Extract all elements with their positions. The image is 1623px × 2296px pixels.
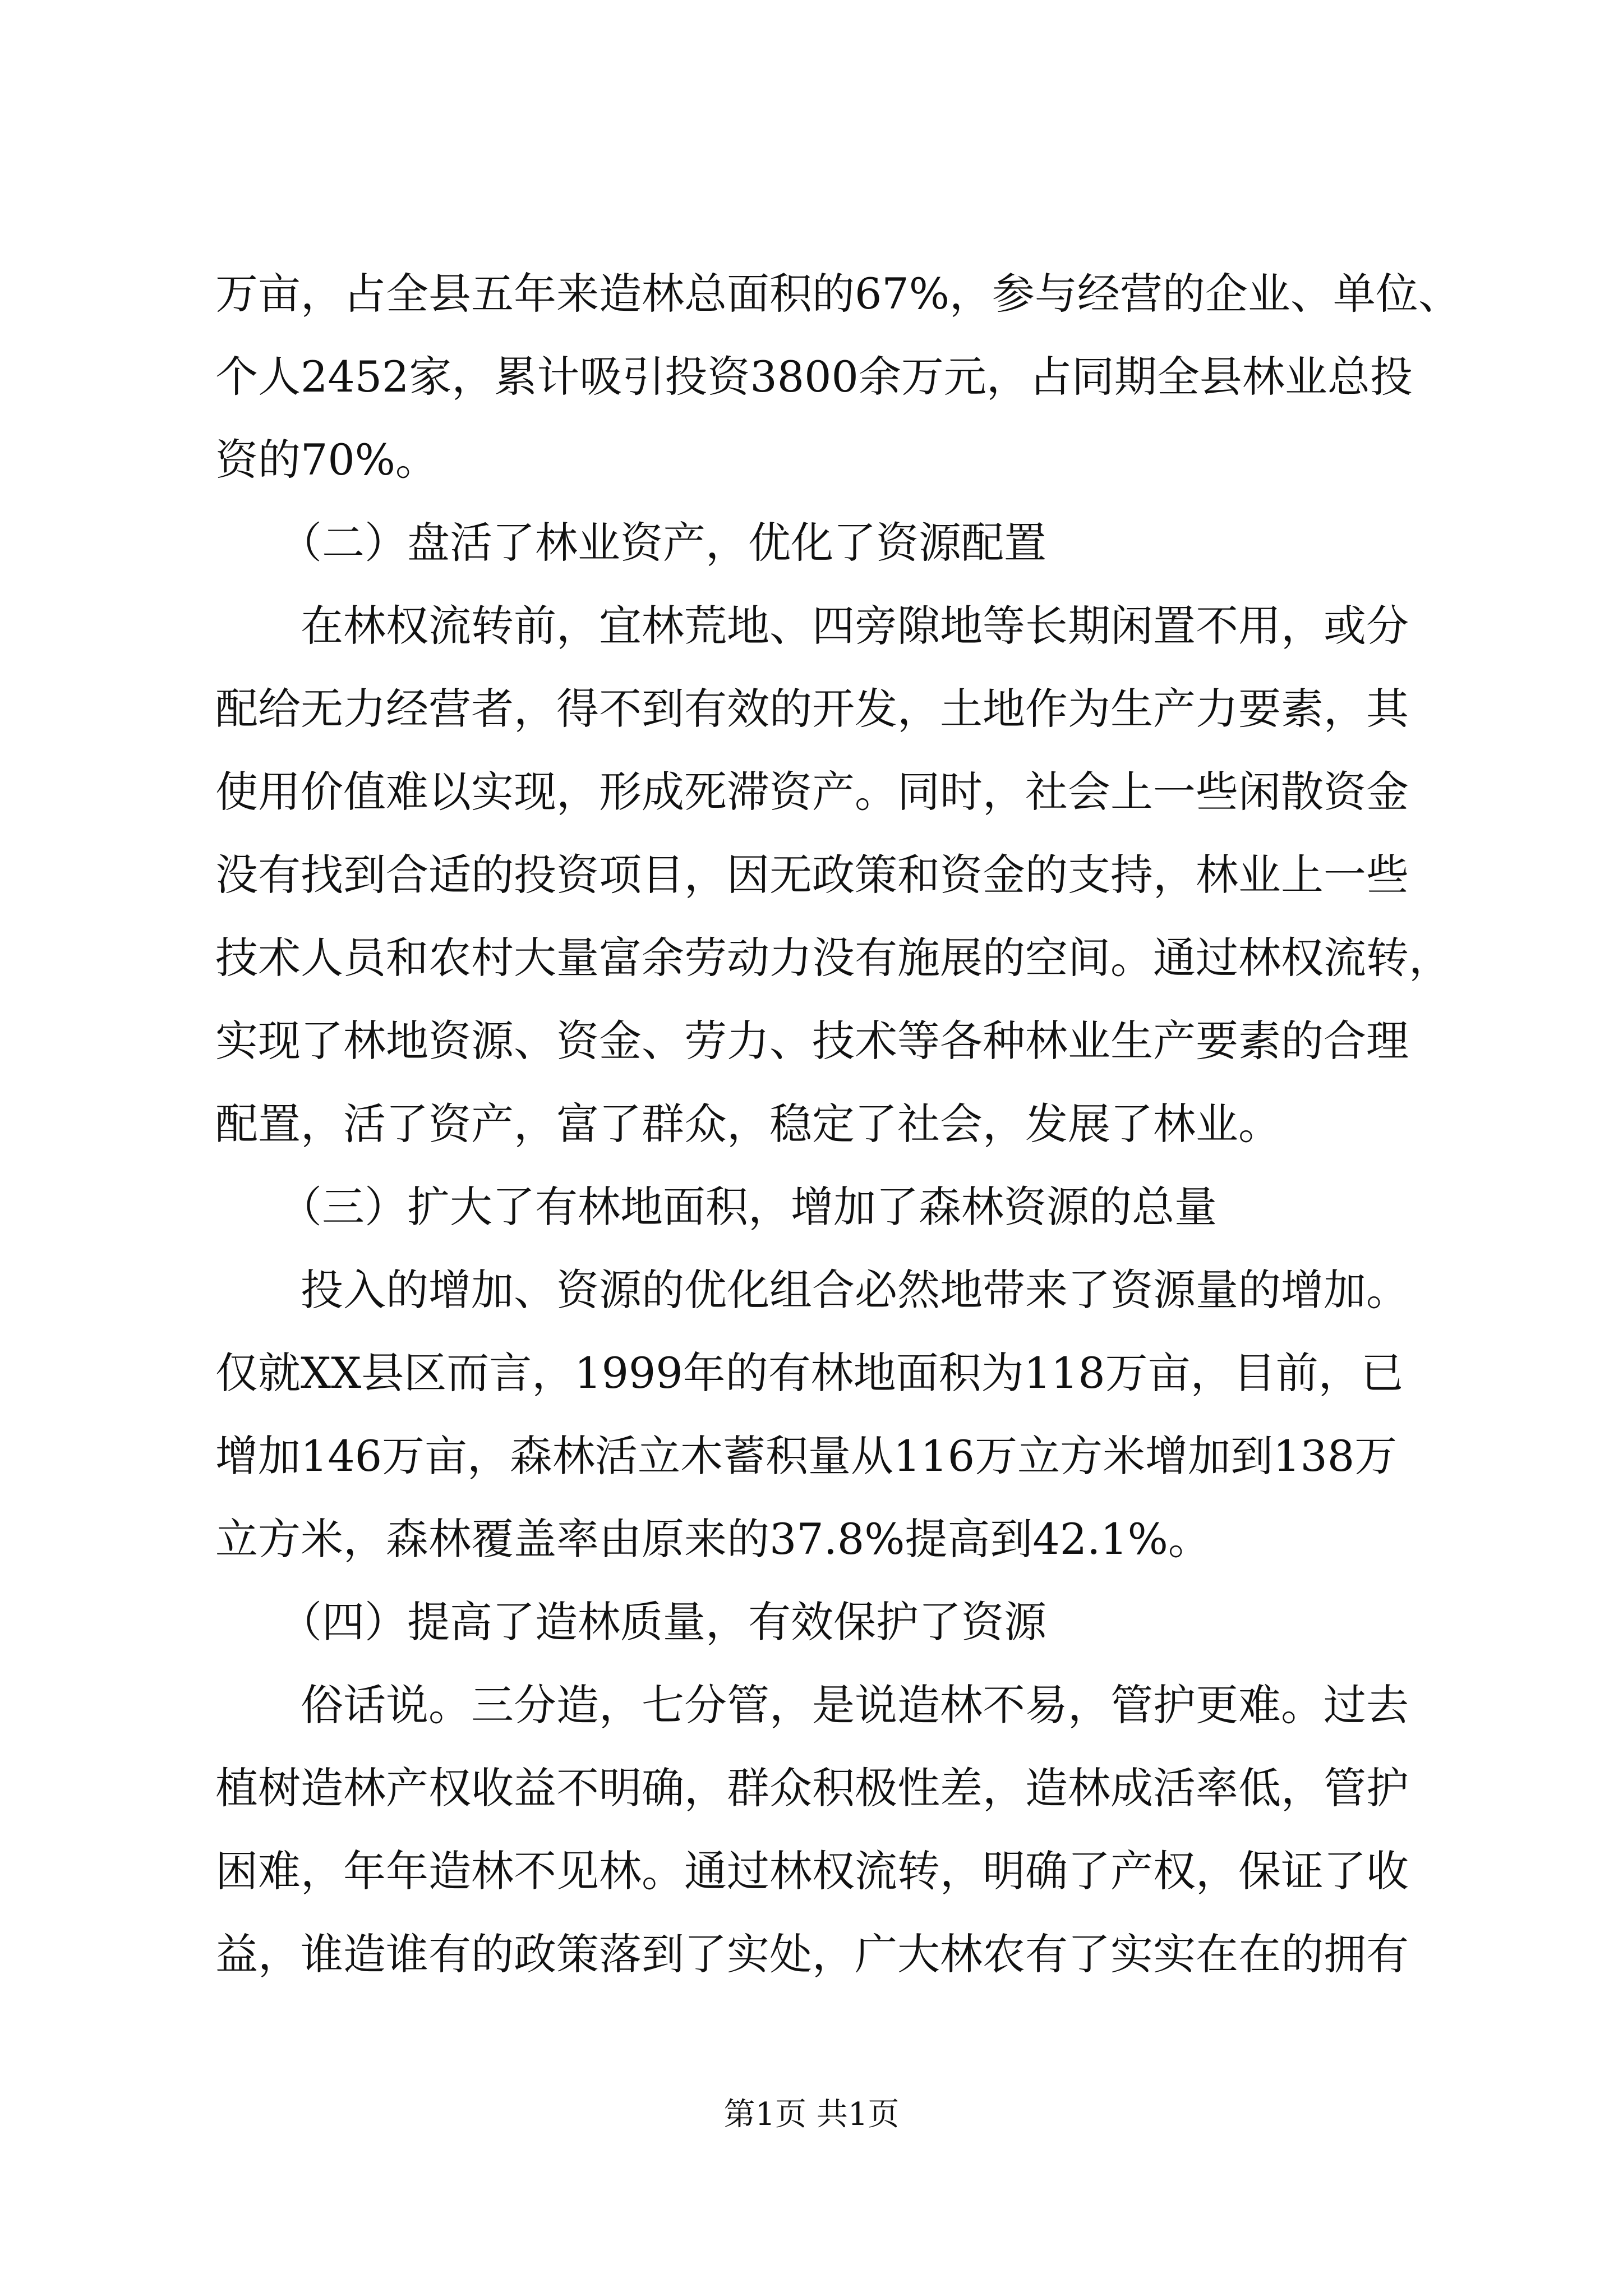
section-heading: （四）提高了造林质量，有效保护了资源 [215,1597,1046,1647]
text-line: 益，谁造谁有的政策落到了实处，广大林农有了实实在在的拥有 [215,1929,1409,1979]
text-line: 植树造林产权收益不明确，群众积极性差，造林成活率低，管护 [215,1763,1409,1813]
text-line: 万亩，占全县五年来造林总面积的67%，参与经营的企业、单位、 [215,269,1461,319]
body-text [215,252,1461,1996]
section-heading: （二）盘活了林业资产，优化了资源配置 [215,518,1046,568]
text-line: 困难，年年造林不见林。通过林权流转，明确了产权，保证了收 [215,1846,1409,1896]
text-line: 配给无力经营者，得不到有效的开发，土地作为生产力要素，其 [215,684,1409,734]
text-line: 俗话说。三分造，七分管，是说造林不易，管护更难。过去 [215,1680,1409,1730]
text-line: 立方米，森林覆盖率由原来的37.8%提高到42.1%。 [215,1514,1211,1564]
text-line: 在林权流转前，宜林荒地、四旁隙地等长期闲置不用，或分 [215,601,1409,651]
section-heading: （三）扩大了有林地面积，增加了森林资源的总量 [215,1182,1217,1232]
page-footer: 第1页 共1页 [723,2096,900,2133]
text-line: 个人2452家，累计吸引投资3800余万元，占同期全县林业总投 [215,352,1413,402]
text-line: 仅就XX县区而言，1999年的有林地面积为118万亩，目前，已 [215,1348,1404,1398]
text-line: 增加146万亩，森林活立木蓄积量从116万立方米增加到138万 [215,1431,1398,1481]
text-line: 技术人员和农村大量富余劳动力没有施展的空间。通过林权流转， [215,933,1451,983]
text-line: 使用价值难以实现，形成死滞资产。同时，社会上一些闲散资金 [215,767,1409,817]
text-line: 配置，活了资产，富了群众，稳定了社会，发展了林业。 [215,1099,1281,1149]
text-line: 投入的增加、资源的优化组合必然地带来了资源量的增加。 [215,1265,1409,1315]
text-line: 实现了林地资源、资金、劳力、技术等各种林业生产要素的合理 [215,1016,1409,1066]
text-line: 没有找到合适的投资项目，因无政策和资金的支持，林业上一些 [215,850,1409,900]
text-line: 资的70%。 [215,435,438,485]
